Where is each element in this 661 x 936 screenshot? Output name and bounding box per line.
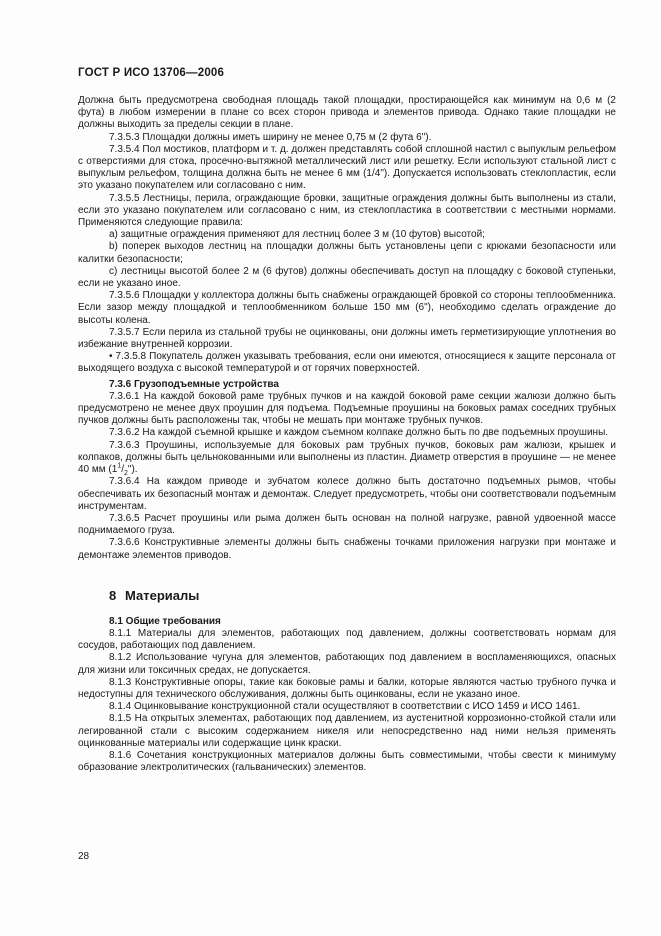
list-item-c: c) лестницы высотой более 2 м (6 футов) должны обеспечивать доступ на площадку с боковой ступеньки, если не указано иное. xyxy=(78,265,616,290)
clause-8-1-2: 8.1.2 Использование чугуна для элементов, работающих под давлением в воспламеняющихся, опасных для жизни или токсичных средах, не допускается. xyxy=(78,652,616,676)
clause-7-3-6-3: 7.3.6.3 Проушины, используемые для боковых рам трубных пучков, боковых рам жалюзи, крышек и колпаков, должны быть цельнокованными или выполнены из пластин. Диаметр отверстия в проушине — не менее 40 мм $(1^1/_2")$. xyxy=(78,439,616,478)
subsection-heading-8-1: 8.1 Общие требования xyxy=(109,615,221,627)
fraction-denominator: 2 xyxy=(124,470,128,478)
clause-7-3-5-8: • 7.3.5.8 Покупатель должен указывать требования, если они имеются, относящиеся к защите персонала от выходящего воздуха с высокой температурой и от горячих поверхностей. xyxy=(78,351,616,375)
clause-7-3-6-1: 7.3.6.1 На каждой боковой раме трубных пучков и на каждой боковой раме секции жалюзи должно быть предусмотрено не менее двух проушин для подъема. Подъемные проушины на боковых рамах соседних трубных пучков должны быть расположены так, чтобы не мешать при монтаже трубных пучков. xyxy=(78,390,616,427)
clause-8-1-3: 8.1.3 Конструктивные опоры, такие как боковые рамы и балки, которые являются частью трубного пучка и недоступны для технического обслуживания, должны быть оцинкованы, если не указано иное. xyxy=(78,676,616,700)
page-body xyxy=(78,95,616,774)
clause-8-1-1: 8.1.1 Материалы для элементов, работающих под давлением, должны соответствовать нормам для сосудов, работающих под давлением. xyxy=(78,627,616,652)
list-item-b: b) поперек выходов лестниц на площадки должны быть установлены цепи с крюками безопасности или калитки безопасности; xyxy=(78,241,616,265)
clause-7-3-6-5: 7.3.6.5 Расчет проушины или рыма должен быть основан на полной нагрузке, равной удвоенной массе поднимаемого груза. xyxy=(78,512,616,537)
clause-8-1-6: 8.1.6 Сочетания конструкционных материалов должны быть совместимыми, чтобы свести к минимуму образование электролитических (гальванических) элементов. xyxy=(78,749,616,774)
clause-7-3-5-7: 7.3.5.7 Если перила из стальной трубы не оцинкованы, они должны иметь герметизирующие уплотнения во избежание внутренней коррозии. xyxy=(78,326,616,351)
page-number: 28 xyxy=(78,851,90,862)
clause-7-3-5-3: 7.3.5.3 Площадки должны иметь ширину не менее 0,75 м (2 фута 6"). xyxy=(109,131,432,143)
fraction-numerator: 1 xyxy=(117,462,122,470)
clause-8-1-5: 8.1.5 На открытых элементах, работающих под давлением, из аустенитной коррозионно-стойкой стали или легированной стали с высоким содержанием никеля или непосредственно над ними нельзя применять оцинкованные материалы или содержащие цинк краски. xyxy=(78,713,616,749)
paragraph: Должна быть предусмотрена свободная площадь такой площадки, простирающейся как минимум на 0,6 м (2 фута) в любом измерении в плане со всех сторон привода и элементов привода. Однако такие площадки не должны выходить за пределы секции в плане. xyxy=(78,95,616,131)
clause-7-3-6-6: 7.3.6.6 Конструктивные элементы должны быть снабжены точками приложения нагрузки при монтаже и демонтаже элементов приводов. xyxy=(78,537,616,561)
clause-7-3-6-2: 7.3.6.2 На каждой съемной крышке и каждом съемном колпаке должно быть по две подъемных проушины. xyxy=(109,427,609,439)
standard-header: ГОСТ Р ИСО 13706—2006 xyxy=(78,67,225,79)
clause-7-3-5-4: 7.3.5.4 Пол мостиков, платформ и т. д. должен представлять собой сплошной настил с выпуклым рельефом с отверстиями для стока, просечно-вытяжной металлический лист или решетку. Если используют стальной лист с выпуклым рельефом, толщина должна быть не менее 6 мм (1/4"). Допускается использовать стеклопластик, если это указано покупателем или согласовано с ним. xyxy=(78,143,616,192)
clause-8-1-4: 8.1.4 Оцинковывание конструкционной стали осуществляют в соответствии с ИСО 1459 и ИСО 1461. xyxy=(109,701,581,713)
clause-7-3-5-6: 7.3.5.6 Площадки у коллектора должны быть снабжены ограждающей бровкой со стороны теплообменника. Если зазор между площадкой и теплообменником больше 150 мм (6"), необходимо сделать ограждение до высоты колена. xyxy=(78,290,616,326)
subsection-heading-7-3-6: 7.3.6 Грузоподъемные устройства xyxy=(109,378,279,390)
list-item-a: a) защитные ограждения применяют для лестниц более 3 м (10 футов) высотой; xyxy=(109,229,485,241)
section-title: Материалы xyxy=(125,587,200,603)
clause-7-3-5-5: 7.3.5.5 Лестницы, перила, ограждающие бровки, защитные ограждения должны быть выполнены из стали, если это указано покупателем или согласовано с ним, из стеклопластика в соответствии с местными нормами. Применяются следующие правила: xyxy=(78,192,616,229)
clause-text: 7.3.6.3 Проушины, используемые для боковых рам трубных пучков, боковых рам жалюзи, крышек и колпаков, должны быть цельнокованными или выполнены из пластин. Диаметр отверстия в проушине — не менее 40 мм (1 xyxy=(78,439,616,476)
section-number: 8 xyxy=(109,587,117,603)
clause-text-end: "). xyxy=(127,464,138,476)
clause-7-3-6-4: 7.3.6.4 На каждом приводе и зубчатом колесе должно быть достаточно подъемных рымов, чтобы обеспечивать их безопасный монтаж и демонтаж. Следует предусмотреть, чтобы они соответствовали подъемным инструментам. xyxy=(78,476,616,512)
section-heading-8 xyxy=(78,588,616,604)
